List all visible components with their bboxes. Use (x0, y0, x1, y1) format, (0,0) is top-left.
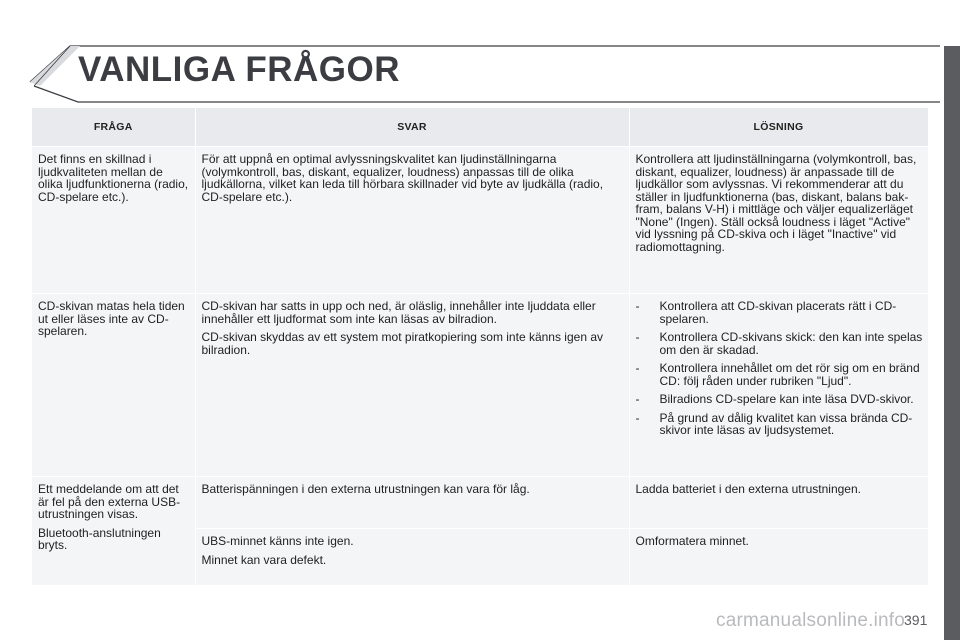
table-row (32, 147, 928, 294)
header-solution: LÖSNING (629, 108, 928, 147)
page-number: 391 (904, 612, 928, 628)
list-item-text: Kontrollera CD-skivans skick: den kan inte spelas om den är skadad. (659, 330, 923, 357)
table-row (32, 294, 928, 477)
watermark: carmanualsonline.info (716, 610, 906, 631)
question-text: Det finns en skillnad i ljudkvaliteten mellan de olika ljudfunktionerna (radio, CD-spelare etc.). (38, 152, 189, 204)
solution-cell (629, 477, 928, 529)
list-item: - Kontrollera att CD-skivan placerats rätt i CD-spelaren. (635, 299, 897, 326)
list-item: - Kontrollera CD-skivans skick: den kan inte spelas om den är skadad. (635, 330, 923, 357)
answer-cell (195, 529, 629, 586)
answer-text: CD-skivan har satts in upp och ned, är oläslig, innehåller inte ljuddata eller innehåller ett ljudformat som inte kan läsas av bilradion. (201, 299, 596, 326)
solution-cell (629, 294, 928, 477)
header-answer: SVAR (195, 108, 629, 147)
table-header-row (32, 108, 928, 147)
answer-text: Batterispänningen i den externa utrustningen kan vara för låg. (201, 482, 530, 496)
answer-text: För att uppnå en optimal avlyssningskvalitet kan ljudinställningarna (volymkontroll, bas, diskant, equalizer, loudness) anpassas till de olika ljudkällorna, vilket kan leda till hörbara skillnader vid byte av ljudkälla (radio, CD-spelare etc.). (201, 152, 604, 204)
solution-text: Ladda batteriet i den externa utrustningen. (635, 482, 861, 496)
question-cell (32, 147, 195, 294)
list-item-text: Kontrollera innehållet om det rör sig om en bränd CD: följ råden under rubriken "Ljud". (659, 361, 920, 388)
answer-cell (195, 294, 629, 477)
list-item-text: Kontrollera att CD-skivan placerats rätt i CD-spelaren. (659, 299, 897, 326)
question-cell (32, 294, 195, 477)
question-text: Ett meddelande om att det är fel på den externa USB-utrustningen visas. (38, 482, 181, 521)
list-item: - Bilradions CD-spelare kan inte läsa DVD-skivor. (635, 392, 914, 406)
faq-table (32, 108, 929, 585)
solution-list (636, 300, 924, 437)
solution-text: Omformatera minnet. (635, 534, 749, 548)
question-text: Bluetooth-anslutningen bryts. (38, 525, 161, 552)
answer-text: CD-skivan skyddas av ett system mot piratkopiering som inte känns igen av bilradion. (201, 330, 604, 357)
answer-text: UBS-minnet känns inte igen. (201, 534, 354, 548)
solution-cell (629, 529, 928, 586)
question-text: CD-skivan matas hela tiden ut eller läses inte av CD-spelaren. (38, 299, 185, 338)
answer-text: Minnet kan vara defekt. (201, 552, 327, 567)
table-row (32, 477, 928, 529)
page-title: VANLIGA FRÅGOR (78, 50, 400, 89)
list-item-text: Bilradions CD-spelare kan inte läsa DVD-skivor. (659, 392, 914, 406)
list-item: - Kontrollera innehållet om det rör sig om en bränd CD: följ råden under rubriken "Ljud". (635, 361, 920, 388)
list-item-text: På grund av dålig kvalitet kan vissa brända CD-skivor inte läsas av ljudsystemet. (659, 410, 913, 437)
header-question: FRÅGA (32, 108, 195, 147)
answer-cell (195, 147, 629, 294)
answer-cell (195, 477, 629, 529)
header-band (0, 0, 940, 108)
solution-cell (629, 147, 928, 294)
solution-text: Kontrollera att ljudinställningarna (volymkontroll, bas, diskant, equalizer, loudness) är anpassade till de ljudkällor som avlyssnas. Vi rekommenderar att du ställer in ljudfunktionerna (bas, diskant, balans bak-fram, balans V-H) i mittläge och väljer equalizerläget "None" (Ingen). Ställ också loudness i läget "Active" vid lyssning på CD-skiva och i läget "Inactive" vid radiomottagning. (635, 152, 917, 254)
side-tab-bar (944, 46, 960, 640)
question-cell (32, 477, 195, 586)
list-item: - På grund av dålig kvalitet kan vissa brända CD-skivor inte läsas av ljudsystemet. (635, 410, 913, 437)
